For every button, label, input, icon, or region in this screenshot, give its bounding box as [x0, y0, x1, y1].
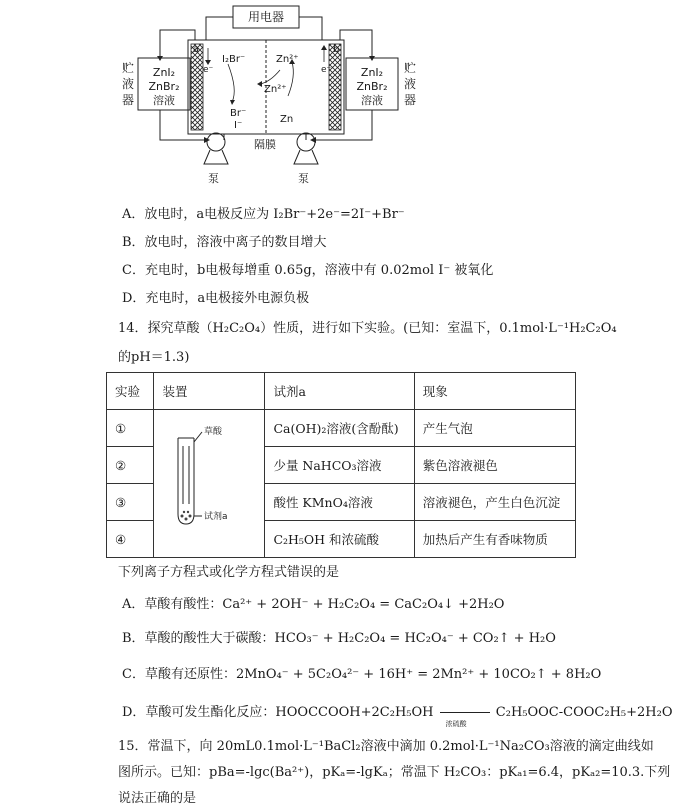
- q13-option-c: C．充电时，b电极每增重 0.65g，溶液中有 0.02mol I⁻ 被氧化: [122, 263, 494, 278]
- pump-right-label: 泵: [298, 172, 309, 185]
- header-experiment: 实验: [107, 373, 154, 410]
- q14-option-b: B．草酸的酸性大于碳酸：HCO₃⁻ + H₂C₂O₄ = HC₂O₄⁻ + CO₂↑ + H₂O: [122, 631, 556, 646]
- species-zn: Zn: [280, 114, 294, 125]
- row-num: ②: [107, 447, 154, 484]
- species-i2br: I₂Br⁻: [222, 54, 246, 65]
- left-tank-label-1: 贮: [122, 61, 135, 75]
- electrode-b-label: b: [333, 44, 340, 55]
- row-num: ①: [107, 410, 154, 447]
- q14-option-d-lhs: D．草酸可发生酯化反应：HOOCCOOH+2C₂H₅OH: [122, 705, 434, 720]
- row-phenomenon: 溶液褪色，产生白色沉淀: [414, 484, 575, 521]
- row-reagent: Ca(OH)₂溶液(含酚酞): [265, 410, 414, 447]
- q14-option-a: A．草酸有酸性：Ca²⁺ + 2OH⁻ + H₂C₂O₄ = CaC₂O₄↓ +2H₂O: [122, 597, 505, 612]
- right-tank-line3: 溶液: [361, 94, 383, 107]
- experiment-table: [106, 372, 576, 558]
- right-tank-label-3: 器: [404, 93, 417, 107]
- right-tank-line2: ZnBr₂: [356, 80, 388, 93]
- left-tank-line2: ZnBr₂: [148, 80, 180, 93]
- row-num: ③: [107, 484, 154, 521]
- table-row: [107, 410, 576, 447]
- left-tank-line3: 溶液: [153, 94, 175, 107]
- q14-stem-line1: 14．探究草酸（H₂C₂O₄）性质，进行如下实验。(已知：室温下，0.1mol·L⁻¹H₂C₂O₄: [118, 321, 617, 336]
- q13-option-d: D．充电时，a电极接外电源负极: [122, 291, 310, 306]
- q13-option-a: A．放电时，a电极反应为 I₂Br⁻+2e⁻=2I⁻+Br⁻: [122, 207, 405, 222]
- q14-option-d-rhs: C₂H₅OOC-COOC₂H₅+2H₂O: [495, 705, 673, 720]
- row-num: ④: [107, 521, 154, 558]
- q15-line3: 说法正确的是: [118, 791, 197, 806]
- right-tank-line1: ZnI₂: [360, 66, 384, 79]
- row-reagent: 酸性 KMnO₄溶液: [265, 484, 414, 521]
- right-tank-label-2: 液: [404, 77, 417, 91]
- reaction-condition-text: 浓硫酸: [445, 720, 467, 728]
- species-br: Br⁻: [230, 108, 247, 119]
- species-zn2-top: Zn²⁺: [276, 54, 299, 65]
- membrane-label: 隔膜: [254, 138, 276, 151]
- reaction-arrow: [440, 712, 490, 713]
- q14-stem-line2: 的pH＝1.3): [118, 350, 190, 365]
- q14-option-d: [122, 704, 673, 728]
- left-tank-label-2: 液: [122, 77, 135, 91]
- row-reagent: C₂H₅OH 和浓硫酸: [265, 521, 414, 558]
- header-apparatus: 装置: [154, 373, 265, 410]
- row-reagent: 少量 NaHCO₃溶液: [265, 447, 414, 484]
- apparatus-label-reagent: 试剂a: [204, 511, 228, 522]
- header-phenomenon: 现象: [414, 373, 575, 410]
- electron-left-label: e⁻: [203, 65, 214, 75]
- header-reagent: 试剂a: [265, 373, 414, 410]
- q14-question: 下列离子方程式或化学方程式错误的是: [118, 565, 340, 580]
- apparatus-label-oxalic: 草酸: [204, 426, 223, 437]
- row-phenomenon: 紫色溶液褪色: [414, 447, 575, 484]
- q15-line2: 图所示。已知：pBa=-lgc(Ba²⁺)，pKₐ=-lgKₐ；常温下 H₂CO₃：pKₐ₁=6.4，pKₐ₂=10.3.下列: [118, 765, 671, 780]
- device-label: 用电器: [247, 10, 285, 24]
- q14-option-c: C．草酸有还原性：2MnO₄⁻ + 5C₂O₄²⁻ + 16H⁺ = 2Mn²⁺ + 10CO₂↑ + 8H₂O: [122, 667, 602, 682]
- electrode-a-label: a: [193, 44, 200, 55]
- row-phenomenon: 产生气泡: [414, 410, 575, 447]
- species-zn2-mid: Zn²⁺: [264, 84, 287, 95]
- left-tank-label-3: 器: [122, 93, 135, 107]
- reaction-condition: [438, 704, 492, 728]
- row-phenomenon: 加热后产生有香味物质: [414, 521, 575, 558]
- flow-battery-diagram: [120, 0, 420, 192]
- q15-line1: 15．常温下，向 20mL0.1mol·L⁻¹BaCl₂溶液中滴加 0.2mol·L⁻¹Na₂CO₃溶液的滴定曲线如: [118, 739, 654, 754]
- q13-option-b: B．放电时，溶液中离子的数目增大: [122, 235, 327, 250]
- apparatus-cell: [154, 410, 265, 558]
- species-i: I⁻: [234, 120, 243, 131]
- left-tank-line1: ZnI₂: [152, 66, 176, 79]
- electron-right-label: e⁻: [321, 65, 332, 75]
- table-header-row: [107, 373, 576, 410]
- test-tube-figure: [154, 412, 264, 556]
- pump-left-label: 泵: [208, 172, 219, 185]
- right-tank-label-1: 贮: [404, 61, 417, 75]
